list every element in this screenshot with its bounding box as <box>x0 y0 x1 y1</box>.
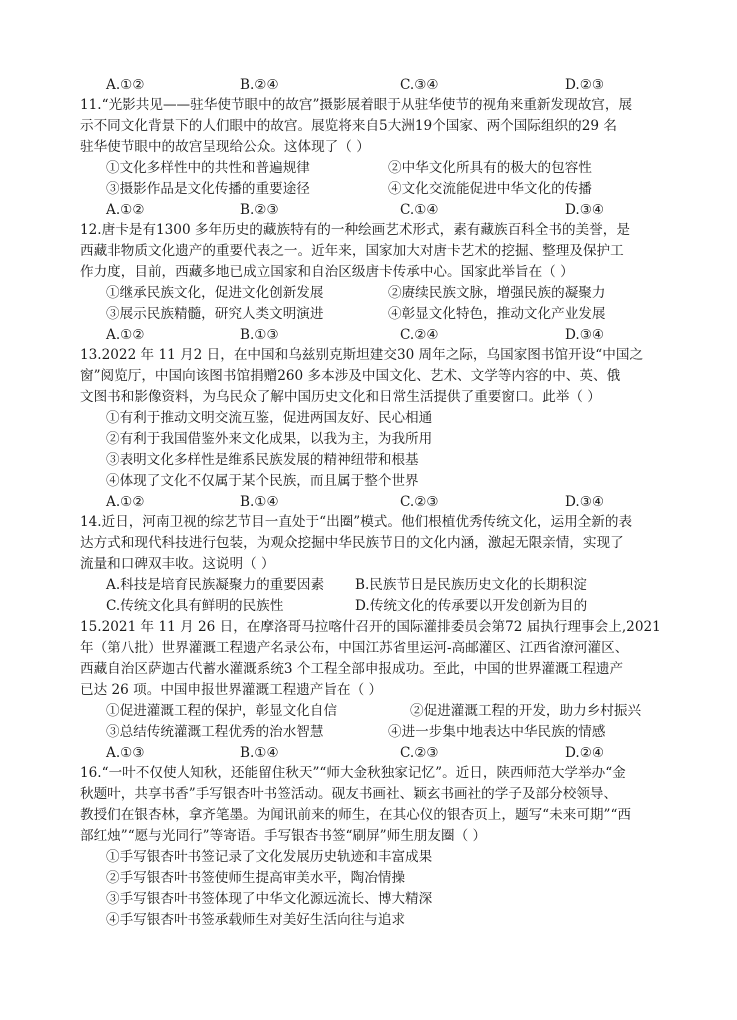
choice-row <box>0 492 737 512</box>
question-text: 西藏非物质文化遗产的重要代表之一。近年来，国家加大对唐卡艺术的挖掘、整理及保护工 <box>80 243 624 259</box>
statement-row <box>0 450 737 470</box>
statement: ③摄影作品是文化传播的重要途径 <box>106 181 310 197</box>
choice-d[interactable]: D.③④ <box>565 202 605 218</box>
question-text: 12.唐卡是有1300 多年历史的藏族特有的一种绘画艺术形式，素有藏族百科全书的美誉，是 <box>80 222 630 238</box>
choice-a[interactable]: A.①② <box>106 327 145 343</box>
statement-row <box>0 408 737 428</box>
choice-b[interactable]: B.②③ <box>240 202 279 218</box>
question-text: 教授们在银杏林，拿齐笔墨。为闻讯前来的师生，在其心仪的银杏页上，题写“未来可期”“西 <box>80 807 632 823</box>
choice-a[interactable]: A.①② <box>106 202 145 218</box>
question-text: 文图书和影像资料，为乌民众了解中国历史文化和日常生活提供了重要窗口。此举（ ） <box>80 389 601 405</box>
statement-row <box>0 868 737 888</box>
question-text: 西藏自治区萨迦古代蓄水灌溉系统3 个工程全部申报成功。至此，中国的世界灌溉工程遗产 <box>80 661 624 677</box>
question-text: 16.“一叶不仅使人知秋，还能留住秋天”“师大金秋独家记忆”。近日，陕西师范大学举办“金 <box>80 765 626 781</box>
choice-d[interactable]: D.②③ <box>565 77 605 93</box>
question-text: 11.“光影共见——驻华使节眼中的故宫”摄影展着眼于从驻华使节的视角来重新发现故宫，展 <box>80 97 633 113</box>
question-text: 流量和口碑双丰收。这说明（ ） <box>80 556 275 572</box>
choice-b[interactable]: B.①③ <box>240 327 279 343</box>
question-text: 15.2021 年 11 月 26 日，在摩洛哥马拉喀什召开的国际灌排委员会第72 届执行理事会上,2021 <box>80 619 661 635</box>
question-text: 示不同文化背景下的人们眼中的故宫。展览将来自5大洲19个国家、两个国际组织的29 名 <box>80 118 617 134</box>
choice-a[interactable]: A.①③ <box>106 745 145 761</box>
statement: ③表明文化多样性是维系民族发展的精神纽带和根基 <box>106 452 419 468</box>
question-text: 驻华使节眼中的故宫呈现给公众。这体现了（ ） <box>80 139 370 155</box>
option-b[interactable]: B.民族节日是民族历史文化的长期积淀 <box>355 577 587 593</box>
question-text: 达方式和现代科技进行包装，为观众挖掘中华民族节日的文化内涵，激起无限亲情，实现了 <box>80 535 624 551</box>
statement: ②促进灌溉工程的开发，助力乡村振兴 <box>410 703 642 719</box>
statement-row <box>0 283 737 303</box>
question-text: 部红烛”“愿与光同行”等寄语。手写银杏书签“刷屏”师生朋友圈（ ） <box>80 828 487 844</box>
choice-c[interactable]: C.②③ <box>400 494 439 510</box>
question-text: 作力度，目前，西藏多地已成立国家和自治区级唐卡传承中心。国家此举旨在（ ） <box>80 264 574 280</box>
statement: ①有利于推动文明交流互鉴，促进两国友好、民心相通 <box>106 410 433 426</box>
question-text: 秋题叶，共享书香”手写银杏叶书签活动。砚友书画社、颖玄书画社的学子及部分校领导、 <box>80 786 618 802</box>
choice-c[interactable]: C.②④ <box>400 327 439 343</box>
option-row <box>0 596 737 616</box>
statement-row <box>0 304 737 324</box>
statement-row <box>0 910 737 930</box>
question-text: 13.2022 年 11 月2 日，在中国和乌兹别克斯坦建交30 周年之际，乌国家图书馆开设“中国之 <box>80 347 644 363</box>
choice-b[interactable]: B.①④ <box>240 745 279 761</box>
statement: ③总结传统灌溉工程优秀的治水智慧 <box>106 724 324 740</box>
statement-row <box>0 158 737 178</box>
choice-b[interactable]: B.①④ <box>240 494 279 510</box>
statement: ②中华文化所具有的极大的包容性 <box>388 160 592 176</box>
statement: ①继承民族文化，促进文化创新发展 <box>106 285 324 301</box>
statement: ④文化交流能促进中华文化的传播 <box>388 181 592 197</box>
question-text: 窗”阅览厅，中国向该图书馆捐赠260 多本涉及中国文化、艺术、文学等内容的中、英、俄 <box>80 368 621 384</box>
statement: ②赓续民族文脉，增强民族的凝聚力 <box>388 285 606 301</box>
choice-a[interactable]: A.①② <box>106 494 145 510</box>
statement: ④彰显文化特色，推动文化产业发展 <box>388 306 606 322</box>
statement: ④进一步集中地表达中华民族的情感 <box>388 724 606 740</box>
choice-row <box>0 325 737 345</box>
option-a[interactable]: A.科技是培育民族凝聚力的重要因素 <box>106 577 325 593</box>
statement: ②手写银杏叶书签使师生提高审美水平，陶冶情操 <box>106 870 406 886</box>
statement-row <box>0 429 737 449</box>
statement: ①促进灌溉工程的保护，彰显文化自信 <box>106 703 338 719</box>
choice-c[interactable]: C.③④ <box>400 77 439 93</box>
statement-row <box>0 722 737 742</box>
option-d[interactable]: D.传统文化的传承要以开发创新为目的 <box>355 598 588 614</box>
choice-a[interactable]: A.①② <box>106 77 145 93</box>
choice-row <box>0 743 737 763</box>
statement-row <box>0 701 737 721</box>
choice-d[interactable]: D.③④ <box>565 494 605 510</box>
option-row <box>0 575 737 595</box>
question-text: 已达 26 项。中国申报世界灌溉工程遗产旨在（ ） <box>80 682 383 698</box>
statement: ③手写银杏叶书签体现了中华文化源远流长、博大精深 <box>106 891 433 907</box>
choice-d[interactable]: D.③④ <box>565 327 605 343</box>
question-text: 14.近日，河南卫视的综艺节目一直处于“出圈”模式。他们根植优秀传统文化，运用全新的表 <box>80 514 633 530</box>
question-text: 年（第八批）世界灌溉工程遗产名录公布，中国江苏省里运河-高邮灌区、江西省潦河灌区、 <box>80 640 629 656</box>
choice-c[interactable]: C.②③ <box>400 745 439 761</box>
statement: ①手写银杏叶书签记录了文化发展历史轨迹和丰富成果 <box>106 849 433 865</box>
statement: ④体现了文化不仅属于某个民族，而且属于整个世界 <box>106 473 419 489</box>
statement-row <box>0 847 737 867</box>
statement: ②有利于我国借鉴外来文化成果，以我为主，为我所用 <box>106 431 433 447</box>
choice-c[interactable]: C.①④ <box>400 202 439 218</box>
choice-row <box>0 200 737 220</box>
statement: ④手写银杏叶书签承载师生对美好生活向往与追求 <box>106 912 406 928</box>
choice-b[interactable]: B.②④ <box>240 77 279 93</box>
statement-row <box>0 471 737 491</box>
choice-d[interactable]: D.②④ <box>565 745 605 761</box>
statement: ③展示民族精髓，研究人类文明演进 <box>106 306 324 322</box>
statement: ①文化多样性中的共性和普遍规律 <box>106 160 310 176</box>
option-c[interactable]: C.传统文化具有鲜明的民族性 <box>106 598 284 614</box>
prev-question-choices <box>0 75 737 95</box>
statement-row <box>0 889 737 909</box>
statement-row <box>0 179 737 199</box>
